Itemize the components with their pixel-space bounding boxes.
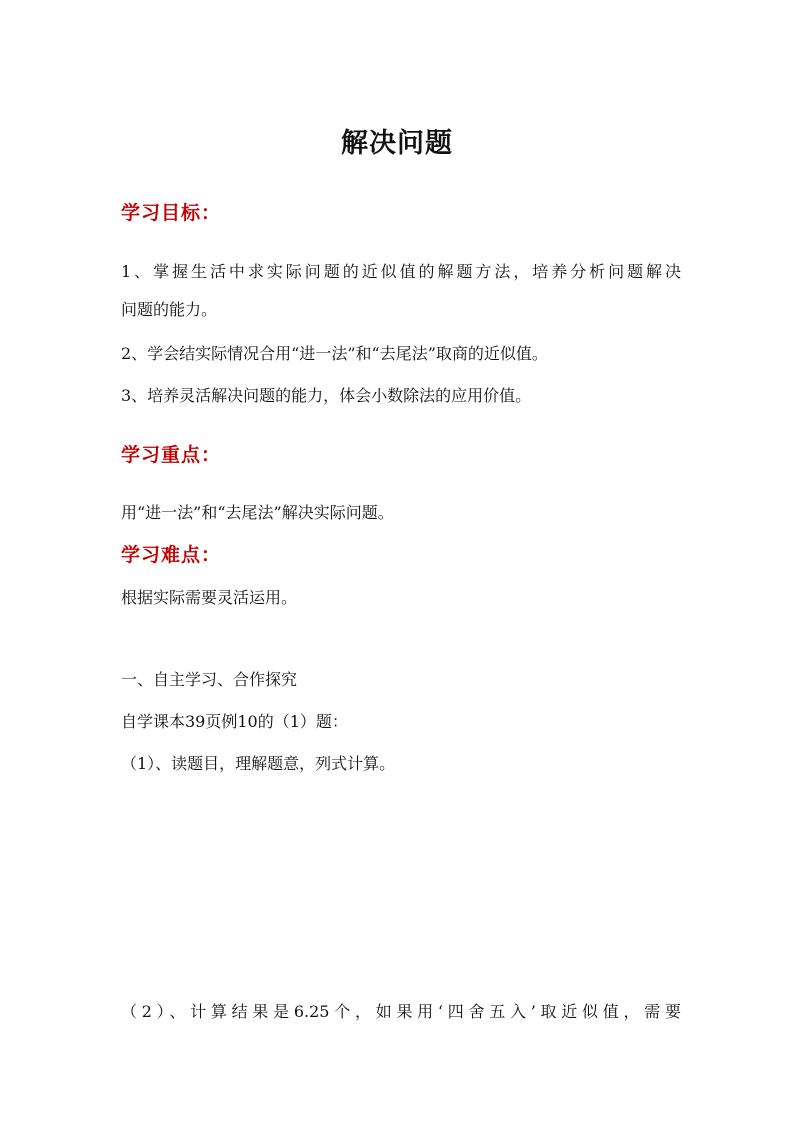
objective-item-3: 3、培养灵活解决问题的能力，体会小数除法的应用价值。: [121, 386, 532, 405]
section-1-intro: 自学课本39页例10的（1）题：: [121, 712, 348, 731]
objective-item-1-line-2: 问题的能力。: [121, 300, 218, 319]
objective-item-1-line-1: 1、掌握生活中求实际问题的近似值的解题方法，培养分析问题解决: [121, 262, 681, 281]
section-1-step-2: （2）、计算结果是6.25个，如果用‘四舍五入’取近似值，需要: [121, 1002, 681, 1021]
key-point-text: 用“进一法”和“去尾法”解决实际问题。: [121, 503, 394, 522]
section-1-step-1: （1）、读题目，理解题意，列式计算。: [121, 754, 396, 773]
page-title: 解决问题: [341, 128, 453, 159]
difficulty-text: 根据实际需要灵活运用。: [121, 588, 298, 607]
section-1-heading: 一、自主学习、合作探究: [121, 670, 298, 689]
objectives-heading: 学习目标：: [121, 202, 222, 224]
difficulty-heading: 学习难点：: [121, 544, 222, 566]
objective-item-2: 2、学会结实际情况合用“进一法”和“去尾法”取商的近似值。: [121, 344, 548, 363]
key-point-heading: 学习重点：: [121, 444, 222, 466]
